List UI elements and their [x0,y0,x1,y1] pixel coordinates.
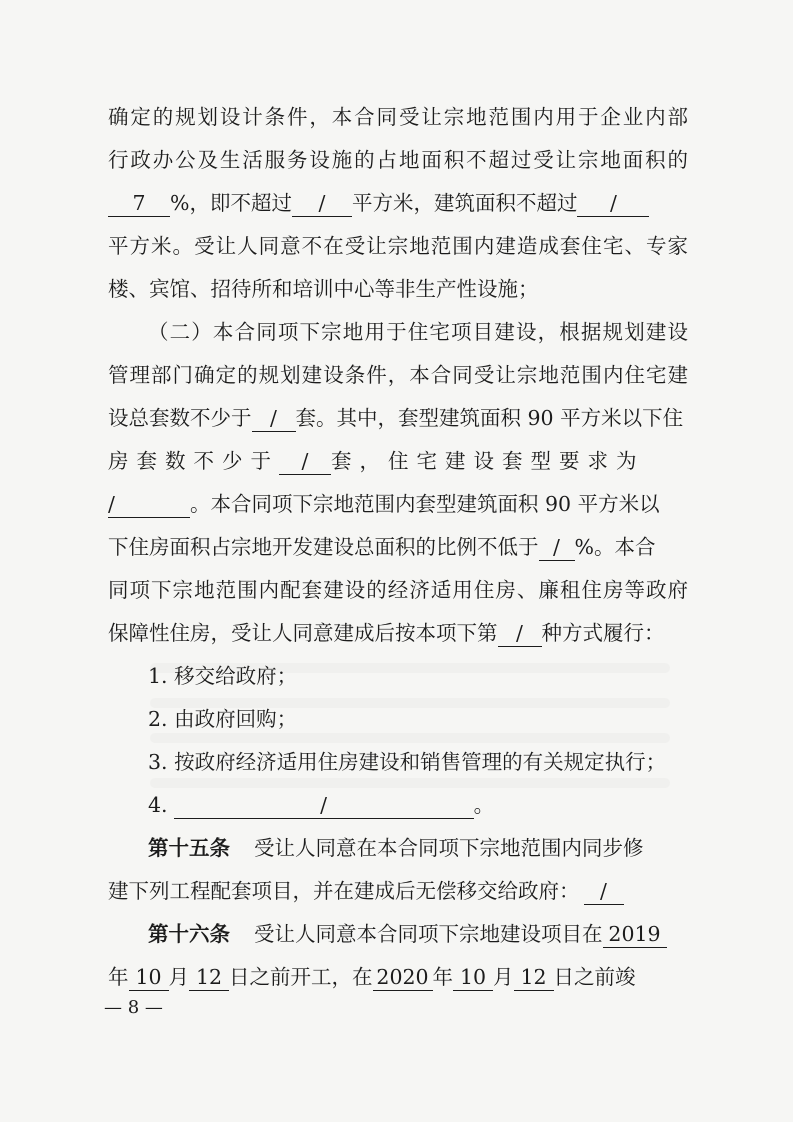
text-segment: 月 [493,965,514,989]
fill-blank: / [279,448,331,475]
text-line: 行政办公及生活服务设施的占地面积不超过受让宗地面积的 [108,148,688,172]
fill-blank: / [498,620,542,647]
text-segment: %，即不超过 [170,191,292,215]
fill-blank: / [584,878,624,905]
text-line [148,832,688,864]
fill-blank: / [539,534,575,561]
fill-blank: 2020 [373,964,433,991]
fill-blank: / [577,190,649,217]
fill-blank: 7 [108,190,170,217]
list-item: 2. 由政府回购； [148,707,298,731]
text-line [108,617,688,649]
text-line: （二）本合同项下宗地用于住宅项目建设，根据规划建设 [148,320,688,344]
text-line [108,445,688,477]
list-item: 3. 按政府经济适用住房建设和销售管理的有关规定执行； [148,750,667,774]
text-segment: 4. [148,793,168,817]
list-item: 1. 移交给政府； [148,664,298,688]
text-segment: 日之前开工，在 [229,965,373,989]
text-segment: 受让人同意本合同项下宗地建设项目在 [254,922,603,946]
fill-blank: / [174,792,474,819]
fill-blank: 10 [129,964,169,991]
text-segment: 种方式履行： [541,621,665,645]
text-segment: 年 [432,965,453,989]
list-item [148,789,728,821]
fill-blank: 12 [189,964,229,991]
fill-blank: 2019 [603,921,667,948]
show-through-mark [150,778,670,788]
fill-blank: / [292,190,352,217]
fill-blank: / [252,405,296,432]
text-line: 楼、宾馆、招待所和培训中心等非生产性设施； [108,277,539,301]
text-segment: 保障性住房，受让人同意建成后按本项下第 [108,621,498,645]
page-number: — 8 — [104,997,163,1018]
text-segment: 下住房面积占宗地开发建设总面积的比例不低于 [108,535,539,559]
text-line [108,961,688,993]
fill-blank: / [108,491,190,518]
text-segment: 受让人同意在本合同项下宗地范围内同步修 [254,836,644,860]
text-segment: 。 [473,793,495,817]
article-title: 第十五条 [148,836,230,860]
text-segment: 日之前竣 [553,965,636,989]
fill-blank: 12 [514,964,554,991]
text-segment: 建下列工程配套项目，并在建成后无偿移交给政府： [108,879,580,903]
text-segment: 月 [168,965,189,989]
fill-blank: 10 [453,964,493,991]
text-line [148,918,688,950]
text-line [108,875,688,907]
text-segment: 套，住宅建设套型要求为 [331,449,645,473]
text-segment: 。本合同项下宗地范围内套型建筑面积 90 平方米以 [190,492,660,516]
text-segment: 套。其中，套型建筑面积 90 平方米以下住 [295,406,684,430]
text-segment: 房套数不少于 [108,449,279,473]
text-line [108,488,688,520]
text-line: 同项下宗地范围内配套建设的经济适用住房、廉租住房等政府 [108,578,688,602]
text-segment: 年 [108,965,129,989]
text-line [108,187,688,219]
text-line: 管理部门确定的规划建设条件，本合同受让宗地范围内住宅建 [108,363,688,387]
article-title: 第十六条 [148,922,230,946]
text-line: 平方米。受让人同意不在受让宗地范围内建造成套住宅、专家 [108,234,688,258]
text-line [108,402,688,434]
text-line [108,531,688,563]
text-segment: %。本合 [574,535,656,559]
text-segment: 平方米，建筑面积不超过 [351,191,578,215]
text-line: 确定的规划设计条件，本合同受让宗地范围内用于企业内部 [108,105,688,129]
text-segment: 设总套数不少于 [108,406,252,430]
